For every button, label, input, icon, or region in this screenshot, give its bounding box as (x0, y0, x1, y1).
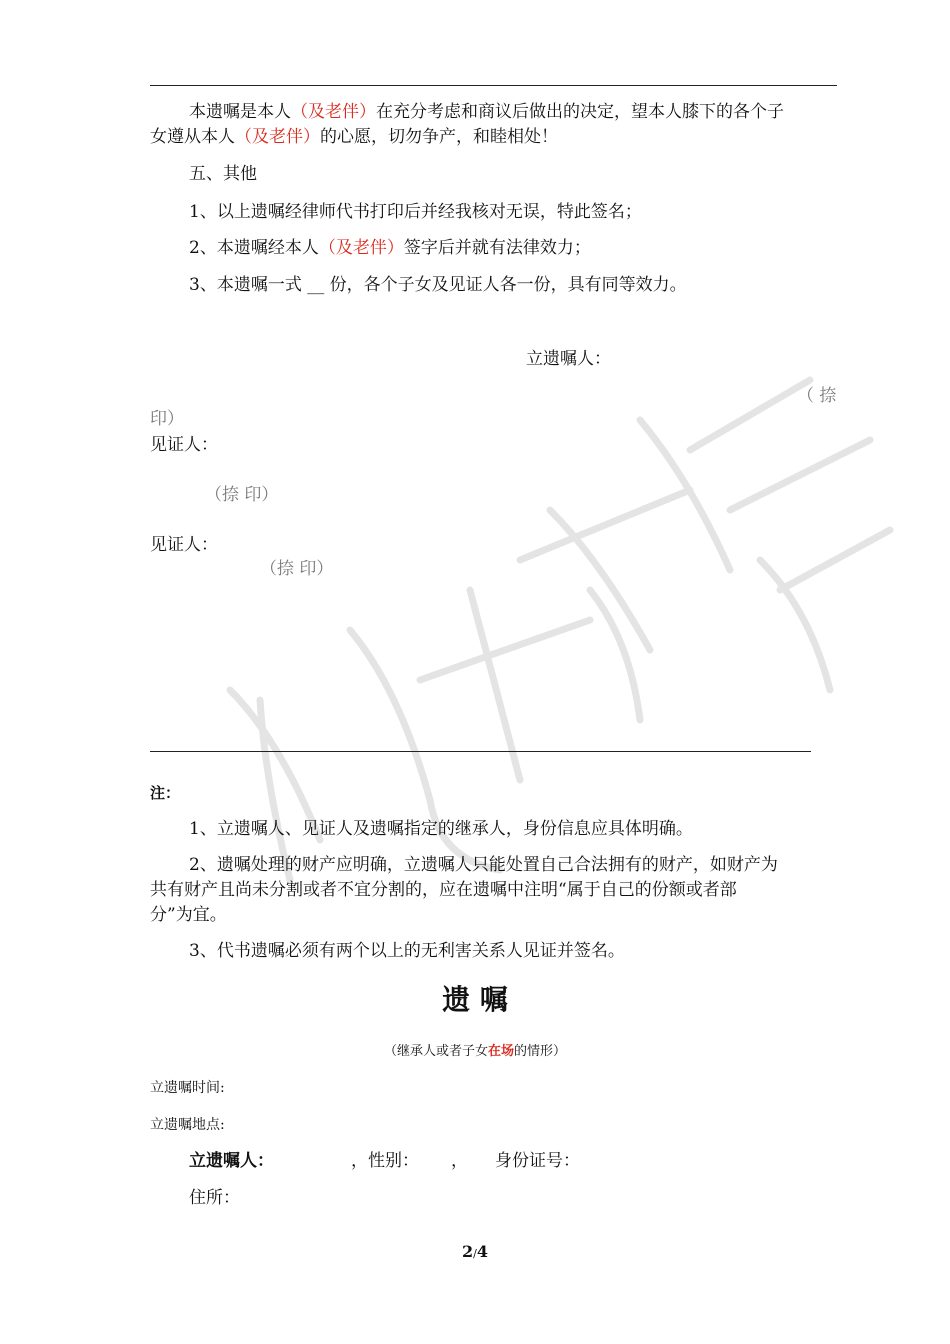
will-place-label: 立遗嘱地点: (150, 1117, 225, 1133)
paragraph-decision-line-1: 本遗嘱是本人（及老伴）在充分考虑和商议后做出的决定，望本人膝下的各个子 (189, 102, 784, 122)
witness-2-label: 见证人： (150, 535, 218, 555)
note-2-line-2: 共有财产且尚未分割或者不宜分割的，应在遗嘱中注明“属于自己的份额或者部 (150, 880, 737, 900)
will-subtitle: （继承人或者子女在场的情形） (383, 1044, 567, 1059)
copies-blank: __ (307, 275, 325, 295)
testator-label: 立遗嘱人： (189, 1151, 274, 1171)
will-title: 遗 嘱 (442, 983, 508, 1016)
other-item-3: 3、本遗嘱一式 __ 份，各个子女及见证人各一份，具有同等效力。 (189, 275, 687, 295)
spouse-note: （及老伴） (318, 238, 404, 258)
separator-comma: ， (451, 1151, 468, 1171)
testator-thumbprint-open: （ 捺 (797, 386, 837, 406)
testator-thumbprint-close: 印） (150, 409, 184, 429)
notes-divider (150, 751, 811, 752)
will-time-label: 立遗嘱时间: (150, 1080, 225, 1096)
section-heading-other: 五、其他 (189, 164, 257, 184)
present-highlight: 在场 (487, 1044, 514, 1059)
note-3: 3、代书遗嘱必须有两个以上的无利害关系人见证并签名。 (189, 941, 625, 961)
testator-signature-label: 立遗嘱人： (526, 349, 611, 369)
page-number: 2/4 (462, 1242, 488, 1261)
address-label: 住所： (189, 1188, 240, 1208)
other-item-1: 1、以上遗嘱经律师代书打印后并经我核对无误，特此签名； (189, 202, 642, 222)
paragraph-decision-line-2: 女遵从本人（及老伴）的心愿，切勿争产，和睦相处！ (150, 127, 558, 147)
gender-label: ，性别： (351, 1151, 419, 1171)
spouse-note: （及老伴） (235, 127, 320, 147)
id-number-label: 身份证号： (495, 1151, 580, 1171)
spouse-note: （及老伴） (291, 102, 376, 122)
testator-info-row (189, 1149, 580, 1173)
witness-1-label: 见证人： (150, 435, 218, 455)
witness-2-thumbprint: （捺 印） (260, 559, 334, 579)
witness-1-thumbprint: （捺 印） (205, 485, 279, 505)
notes-heading: 注： (150, 784, 181, 802)
note-2-line-1: 2、遗嘱处理的财产应明确，立遗嘱人只能处置自己合法拥有的财产，如财产为 (189, 855, 778, 875)
note-1: 1、立遗嘱人、见证人及遗嘱指定的继承人，身份信息应具体明确。 (189, 819, 693, 839)
header-rule (150, 85, 837, 86)
note-2-line-3: 分”为宜。 (150, 905, 227, 925)
other-item-2: 2、本遗嘱经本人（及老伴）签字后并就有法律效力； (189, 238, 591, 258)
